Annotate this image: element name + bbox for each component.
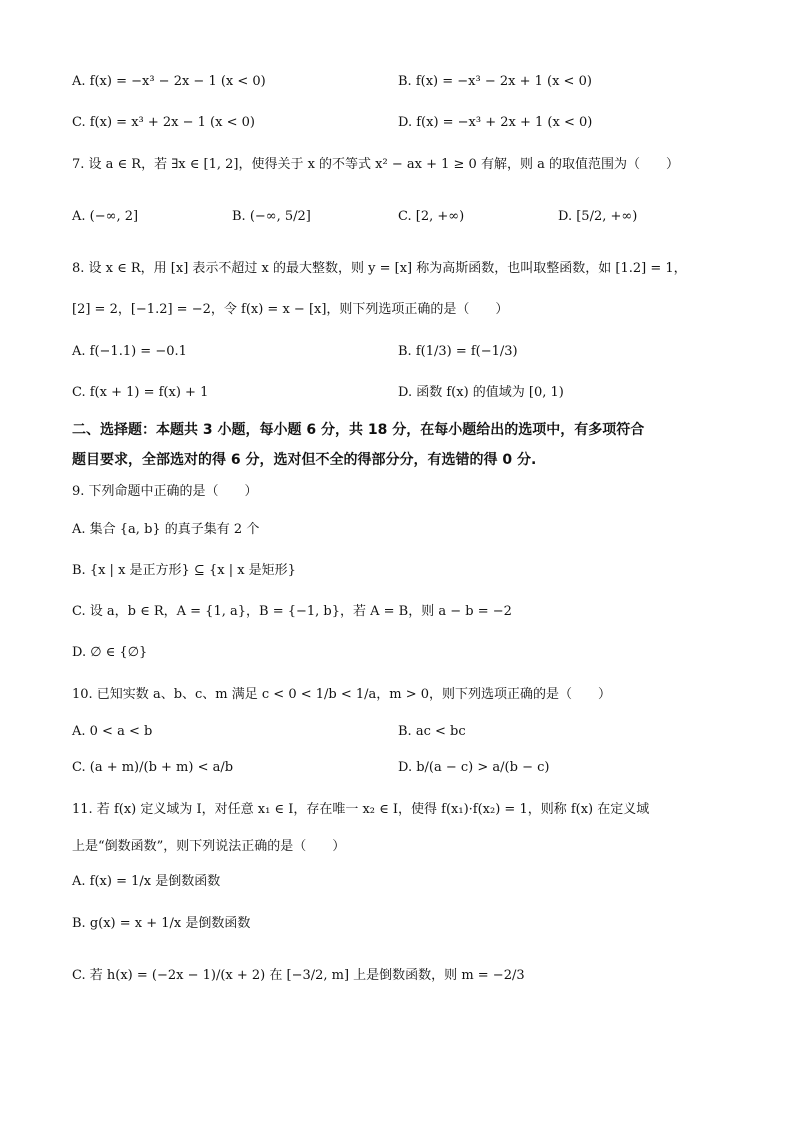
q11-stem-line2: 上是“倒数函数”，则下列说法正确的是（ ）: [72, 839, 346, 854]
q9-option-a: A. 集合 {a, b} 的真子集有 2 个: [72, 522, 260, 537]
q8-option-a: A. f(−1.1) = −0.1: [72, 344, 187, 359]
q7-option-a: A. (−∞, 2]: [72, 209, 139, 224]
q8-option-c: C. f(x + 1) = f(x) + 1: [72, 385, 209, 400]
q6-option-a: A. f(x) = −x³ − 2x − 1 (x < 0): [72, 74, 266, 89]
q10-option-d: D. b/(a − c) > a/(b − c): [398, 760, 550, 775]
q11-option-c: C. 若 h(x) = (−2x − 1)/(x + 2) 在 [−3/2, m] 上是倒数函数，则 m = −2/3: [72, 968, 525, 983]
q8-option-d: D. 函数 f(x) 的值域为 [0, 1): [398, 385, 564, 400]
q6-option-b: B. f(x) = −x³ − 2x + 1 (x < 0): [398, 74, 592, 89]
q10-stem: 10. 已知实数 a、b、c、m 满足 c < 0 < 1/b < 1/a，m > 0，则下列选项正确的是（ ）: [72, 687, 612, 702]
q7-option-b: B. (−∞, 5/2]: [232, 209, 311, 224]
q10-option-b: B. ac < bc: [398, 724, 466, 739]
q11-option-b: B. g(x) = x + 1/x 是倒数函数: [72, 916, 251, 931]
q7-option-c: C. [2, +∞): [398, 209, 465, 224]
q9-option-b: B. {x | x 是正方形} ⊆ {x | x 是矩形}: [72, 563, 296, 578]
q6-option-c: C. f(x) = x³ + 2x − 1 (x < 0): [72, 115, 255, 130]
q7-stem: 7. 设 a ∈ R，若 ∃x ∈ [1, 2]，使得关于 x 的不等式 x² − ax + 1 ≥ 0 有解，则 a 的取值范围为（ ）: [72, 157, 679, 172]
q10-option-a: A. 0 < a < b: [72, 724, 153, 739]
section2-heading-line1: 二、选择题：本题共 3 小题，每小题 6 分，共 18 分，在每小题给出的选项中，有多项符合: [72, 422, 645, 438]
q11-stem-line1: 11. 若 f(x) 定义域为 I，对任意 x₁ ∈ I，存在唯一 x₂ ∈ I，使得 f(x₁)·f(x₂) = 1，则称 f(x) 在定义域: [72, 802, 650, 817]
q9-option-c: C. 设 a，b ∈ R，A = {1, a}，B = {−1, b}，若 A = B，则 a − b = −2: [72, 604, 512, 619]
q8-stem-line2: [2] = 2，[−1.2] = −2，令 f(x) = x − [x]，则下列选项正确的是（ ）: [72, 302, 509, 317]
q7-option-d: D. [5/2, +∞): [558, 209, 638, 224]
section2-heading-line2: 题目要求，全部选对的得 6 分，选对但不全的得部分分，有选错的得 0 分.: [72, 452, 537, 468]
q9-stem: 9. 下列命题中正确的是（ ）: [72, 484, 258, 499]
q8-option-b: B. f(1/3) = f(−1/3): [398, 344, 518, 359]
q11-option-a: A. f(x) = 1/x 是倒数函数: [72, 874, 221, 889]
q8-stem-line1: 8. 设 x ∈ R，用 [x] 表示不超过 x 的最大整数，则 y = [x] 称为高斯函数，也叫取整函数，如 [1.2] = 1，: [72, 261, 687, 276]
q10-option-c: C. (a + m)/(b + m) < a/b: [72, 760, 234, 775]
q9-option-d: D. ∅ ∈ {∅}: [72, 645, 148, 660]
q6-option-d: D. f(x) = −x³ + 2x + 1 (x < 0): [398, 115, 593, 130]
